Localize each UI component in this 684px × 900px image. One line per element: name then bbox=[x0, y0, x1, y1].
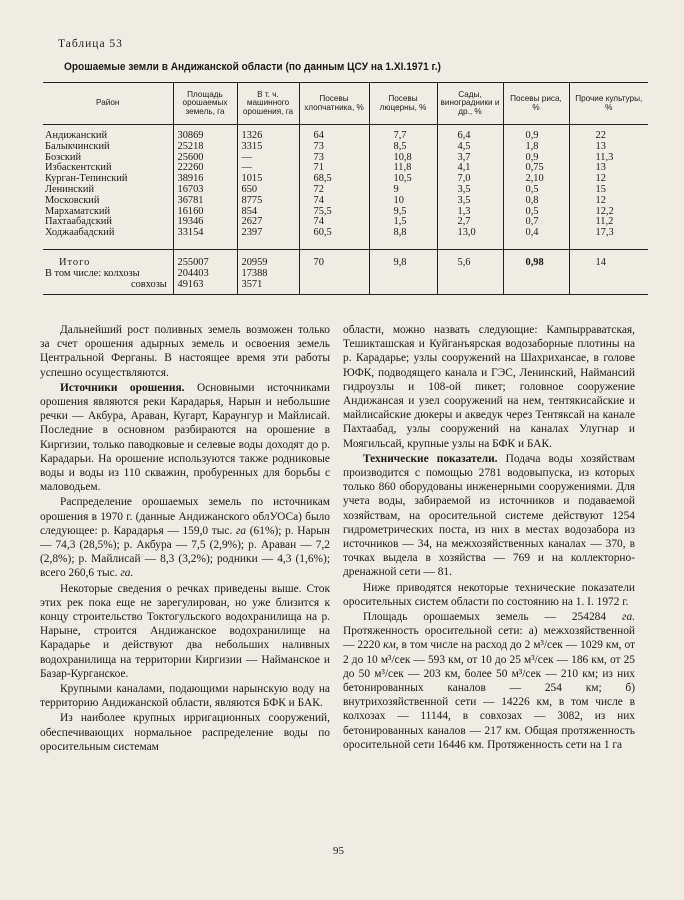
section-heading: Источники орошения. bbox=[60, 381, 185, 394]
gardens-percent: 13,0 bbox=[437, 228, 503, 249]
machine-irrigation: 2397 bbox=[237, 228, 299, 249]
text-column-right bbox=[343, 323, 635, 752]
district-name: Пахтаабадский bbox=[45, 216, 112, 228]
machine-irrigation: 1326 bbox=[237, 125, 299, 142]
total-area: 255007 bbox=[173, 249, 237, 268]
header-irrigated-area: Площадь орошаемых земель, га bbox=[173, 83, 237, 125]
alfalfa-percent: 8,5 bbox=[369, 142, 437, 153]
irrigated-area: 33154 bbox=[173, 228, 237, 249]
alfalfa-percent: 9,5 bbox=[369, 207, 437, 218]
cotton-percent: 74 bbox=[299, 217, 369, 228]
machine-irrigation: 8775 bbox=[237, 196, 299, 207]
district-name: Московский bbox=[45, 194, 100, 206]
cotton-percent: 71 bbox=[299, 163, 369, 174]
alfalfa-percent: 8,8 bbox=[369, 228, 437, 249]
cotton-percent: 64 bbox=[299, 125, 369, 142]
table-total-row bbox=[43, 249, 648, 268]
rice-percent: 0,7 bbox=[503, 217, 569, 228]
kolkhoz-area: 204403 bbox=[173, 269, 237, 280]
paragraph bbox=[343, 452, 635, 580]
cotton-percent: 74 bbox=[299, 196, 369, 207]
table-title: Орошаемые земли в Андижанской области (по данным ЦСУ на 1.XI.1971 г.) bbox=[64, 61, 441, 73]
rice-percent: 0,5 bbox=[503, 185, 569, 196]
alfalfa-percent: 1,5 bbox=[369, 217, 437, 228]
other-percent: 12 bbox=[569, 196, 648, 207]
rice-percent: 0,9 bbox=[503, 153, 569, 164]
page-number: 95 bbox=[333, 845, 344, 857]
section-heading: Технические показатели. bbox=[363, 452, 498, 465]
alfalfa-percent: 10,5 bbox=[369, 174, 437, 185]
paragraph bbox=[40, 381, 330, 495]
irrigated-area: 36781 bbox=[173, 196, 237, 207]
table-label: Таблица 53 bbox=[58, 38, 123, 50]
gardens-percent: 4,1 bbox=[437, 163, 503, 174]
kolkhoz-label: В том числе: колхозы bbox=[45, 267, 140, 279]
machine-irrigation: 1015 bbox=[237, 174, 299, 185]
irrigated-area: 25600 bbox=[173, 153, 237, 164]
other-percent: 13 bbox=[569, 163, 648, 174]
gardens-percent: 4,5 bbox=[437, 142, 503, 153]
header-machine-irrigation: В т. ч. машинного орошения, га bbox=[237, 83, 299, 125]
other-percent: 22 bbox=[569, 125, 648, 142]
district-name: Андижанский bbox=[45, 130, 108, 141]
sovkhoz-area: 49163 bbox=[173, 280, 237, 295]
total-label: Итого bbox=[59, 256, 91, 268]
irrigated-area: 38916 bbox=[173, 174, 237, 185]
total-other: 14 bbox=[569, 249, 648, 268]
machine-irrigation: — bbox=[237, 163, 299, 174]
irrigated-lands-table bbox=[43, 82, 648, 295]
irrigated-area: 30869 bbox=[173, 125, 237, 142]
kolkhoz-machine: 17388 bbox=[237, 269, 299, 280]
other-percent: 12,2 bbox=[569, 207, 648, 218]
irrigated-area: 22260 bbox=[173, 163, 237, 174]
irrigated-area: 16703 bbox=[173, 185, 237, 196]
paragraph: Дальнейший рост поливных земель возможен только за счет орошения адырных земель и освоения земель Центральной Ферганы. В настоящее время эти работы успешно осуществляются. bbox=[40, 324, 330, 379]
paragraph: Из наиболее крупных ирригационных сооружений, обеспечивающих нормальное распределение воды по оросительным системам bbox=[40, 712, 330, 753]
rice-percent: 0,4 bbox=[503, 228, 569, 249]
rice-percent: 0,8 bbox=[503, 196, 569, 207]
table-body bbox=[43, 125, 648, 250]
paragraph: Крупными каналами, подающими нарынскую воду на территорию Андижанской области, являются БФК и БАК. bbox=[40, 683, 330, 710]
header-rice: Посевы риса, % bbox=[503, 83, 569, 125]
irrigated-area: 25218 bbox=[173, 142, 237, 153]
table-row bbox=[43, 142, 648, 153]
paragraph: Некоторые сведения о речках приведены выше. Сток этих рек пока еще не зарегулирован, но уже близится к концу строительство Токтогульского водохранилища на р. Нарыне, строится Андижанское водохранилище на Карадарье и действуют два небольших наливных водохранилища на территории Киргизии — Найманское и Базар-Курганское. bbox=[40, 582, 330, 680]
irrigated-area: 19346 bbox=[173, 217, 237, 228]
text-column-left bbox=[40, 323, 330, 754]
table-row bbox=[43, 217, 648, 228]
machine-irrigation: — bbox=[237, 153, 299, 164]
total-gardens: 5,6 bbox=[437, 249, 503, 268]
district-name: Избаскентский bbox=[45, 162, 112, 174]
alfalfa-percent: 10 bbox=[369, 196, 437, 207]
gardens-percent: 7,0 bbox=[437, 174, 503, 185]
total-cotton: 70 bbox=[299, 249, 369, 268]
district-name: Курган-Тепинский bbox=[45, 173, 128, 185]
alfalfa-percent: 10,8 bbox=[369, 153, 437, 164]
other-percent: 11,2 bbox=[569, 217, 648, 228]
cotton-percent: 60,5 bbox=[299, 228, 369, 249]
header-alfalfa: Посевы люцерны, % bbox=[369, 83, 437, 125]
table-kolkhoz-row bbox=[43, 269, 648, 280]
table-sovkhoz-row bbox=[43, 280, 648, 295]
header-other-crops: Прочие культуры, % bbox=[569, 83, 648, 125]
total-rice: 0,98 bbox=[503, 249, 569, 268]
machine-irrigation: 650 bbox=[237, 185, 299, 196]
table-row bbox=[43, 228, 648, 249]
cotton-percent: 73 bbox=[299, 142, 369, 153]
table-row bbox=[43, 207, 648, 218]
paragraph: Площадь орошаемых земель — 254284 га. Протяженность оросительной сети: а) межхозяйственной — 2220 км, в том числе на расход до 2 м³/сек — 1029 км, от 2 до 10 м³/сек — 593 км, от 10 до 25 м³/сек — 186 км, от 25 до 50 м³/сек — 203 км, более 50 м³/сек — 210 км; из них бетонированных каналов — 254 км; б) внутрихозяйственной сети — 14226 км, в том числе в колхозах — 11144, в совхозах — 3082, из них бетонированных каналов — 217 км. Общая протяженность оросительной сети 16446 км. Протяженность сети на 1 га bbox=[343, 611, 636, 751]
cotton-percent: 75,5 bbox=[299, 207, 369, 218]
rice-percent: 2,10 bbox=[503, 174, 569, 185]
rice-percent: 0,75 bbox=[503, 163, 569, 174]
district-name: Бозский bbox=[45, 151, 82, 163]
district-name: Ленинский bbox=[45, 183, 95, 195]
table-header-row bbox=[43, 83, 648, 125]
table-row bbox=[43, 163, 648, 174]
district-name: Мархаматский bbox=[45, 205, 111, 217]
other-percent: 12 bbox=[569, 174, 648, 185]
paragraph: Ниже приводятся некоторые технические показатели оросительных систем области по состоянию на 1. I. 1972 г. bbox=[343, 581, 635, 608]
gardens-percent: 6,4 bbox=[437, 125, 503, 142]
machine-irrigation: 2627 bbox=[237, 217, 299, 228]
table-row bbox=[43, 125, 648, 142]
table-totals bbox=[43, 249, 648, 294]
alfalfa-percent: 7,7 bbox=[369, 125, 437, 142]
header-cotton: Посевы хлопчатника, % bbox=[299, 83, 369, 125]
alfalfa-percent: 9 bbox=[369, 185, 437, 196]
table-row bbox=[43, 196, 648, 207]
district-name: Балыкчинский bbox=[45, 140, 110, 152]
total-alfalfa: 9,8 bbox=[369, 249, 437, 268]
gardens-percent: 3,5 bbox=[437, 185, 503, 196]
rice-percent: 0,5 bbox=[503, 207, 569, 218]
header-gardens: Сады, виноградники и др., % bbox=[437, 83, 503, 125]
other-percent: 13 bbox=[569, 142, 648, 153]
gardens-percent: 3,7 bbox=[437, 153, 503, 164]
gardens-percent: 3,5 bbox=[437, 196, 503, 207]
rice-percent: 0,9 bbox=[503, 125, 569, 142]
header-district: Район bbox=[43, 83, 173, 125]
total-machine: 20959 bbox=[237, 249, 299, 268]
other-percent: 11,3 bbox=[569, 153, 648, 164]
rice-percent: 1,8 bbox=[503, 142, 569, 153]
sovkhoz-label: совхозы bbox=[131, 278, 167, 290]
gardens-percent: 1,3 bbox=[437, 207, 503, 218]
paragraph-body: Подача воды хозяйствам производится с помощью 2781 водовыпуска, из которых только 860 оборудованы инженерными сооружениями. Для учета воды, забираемой из источников и подаваемой хозяйствам, на оросительной системе действуют 1254 гидрометрических поста, из них в местах водозабора из источников — 34, на межхозяйственных каналах — 370, в точках выдела в хозяйства — 769 и на коллекторно-дренажной сети — 81. bbox=[343, 452, 635, 579]
alfalfa-percent: 11,8 bbox=[369, 163, 437, 174]
cotton-percent: 73 bbox=[299, 153, 369, 164]
cotton-percent: 68,5 bbox=[299, 174, 369, 185]
machine-irrigation: 854 bbox=[237, 207, 299, 218]
machine-irrigation: 3315 bbox=[237, 142, 299, 153]
gardens-percent: 2,7 bbox=[437, 217, 503, 228]
paragraph-body: Основными источниками орошения являются реки Карадарья, Нарын и небольшие речки — Акбура, Араван, Кугарт, Караунгур и Майлисай. Последние в основном разбираются на орошение в Киргизии, только паводковые и селевые воды доходят до р. Карадарьи. На орошение используются также родниковые воды и воды из 110 скважин, пробуренных для борьбы с маловодьем. bbox=[40, 381, 330, 494]
sovkhoz-machine: 3571 bbox=[237, 280, 299, 295]
table-row bbox=[43, 174, 648, 185]
other-percent: 15 bbox=[569, 185, 648, 196]
other-percent: 17,3 bbox=[569, 228, 648, 249]
paragraph: Распределение орошаемых земель по источникам орошения в 1970 г. (данные Андижанского облУОСа) было следующее: р. Карадарья — 159,0 тыс. га (61%); р. Нарын — 74,3 (28,5%); р. Акбура — 7,5 (2,9%); р. Араван — 7,2 (2,8%); р. Майлисай — 8,3 (3,2%); родники — 4,3 (1,6%); всего 260,6 тыс. га. bbox=[40, 496, 330, 580]
district-name: Ходжаабадский bbox=[45, 227, 115, 239]
irrigated-area: 16160 bbox=[173, 207, 237, 218]
cotton-percent: 72 bbox=[299, 185, 369, 196]
table-row bbox=[43, 185, 648, 196]
table-row bbox=[43, 153, 648, 164]
paragraph: области, можно назвать следующие: Кампырраватская, Тешикташская и Куйганъярская водозаборные плотины на р. Карадарье; узлы сооружений на Шахрихансае, в голове ЮФК, подводящего канала и ГЭС, Ленинский, Наймансий гидроузлы и 108-ой пикет; головное сооружение Андижансая и узел сооружений на нем, тентякисайские и майлисайские дюкеры и акведук через Тентяксай на канале Пахтаабад, узлы сооружений на каналах Улугнар и Моягильсай, крупные узлы на БФК и БАК. bbox=[343, 324, 635, 450]
